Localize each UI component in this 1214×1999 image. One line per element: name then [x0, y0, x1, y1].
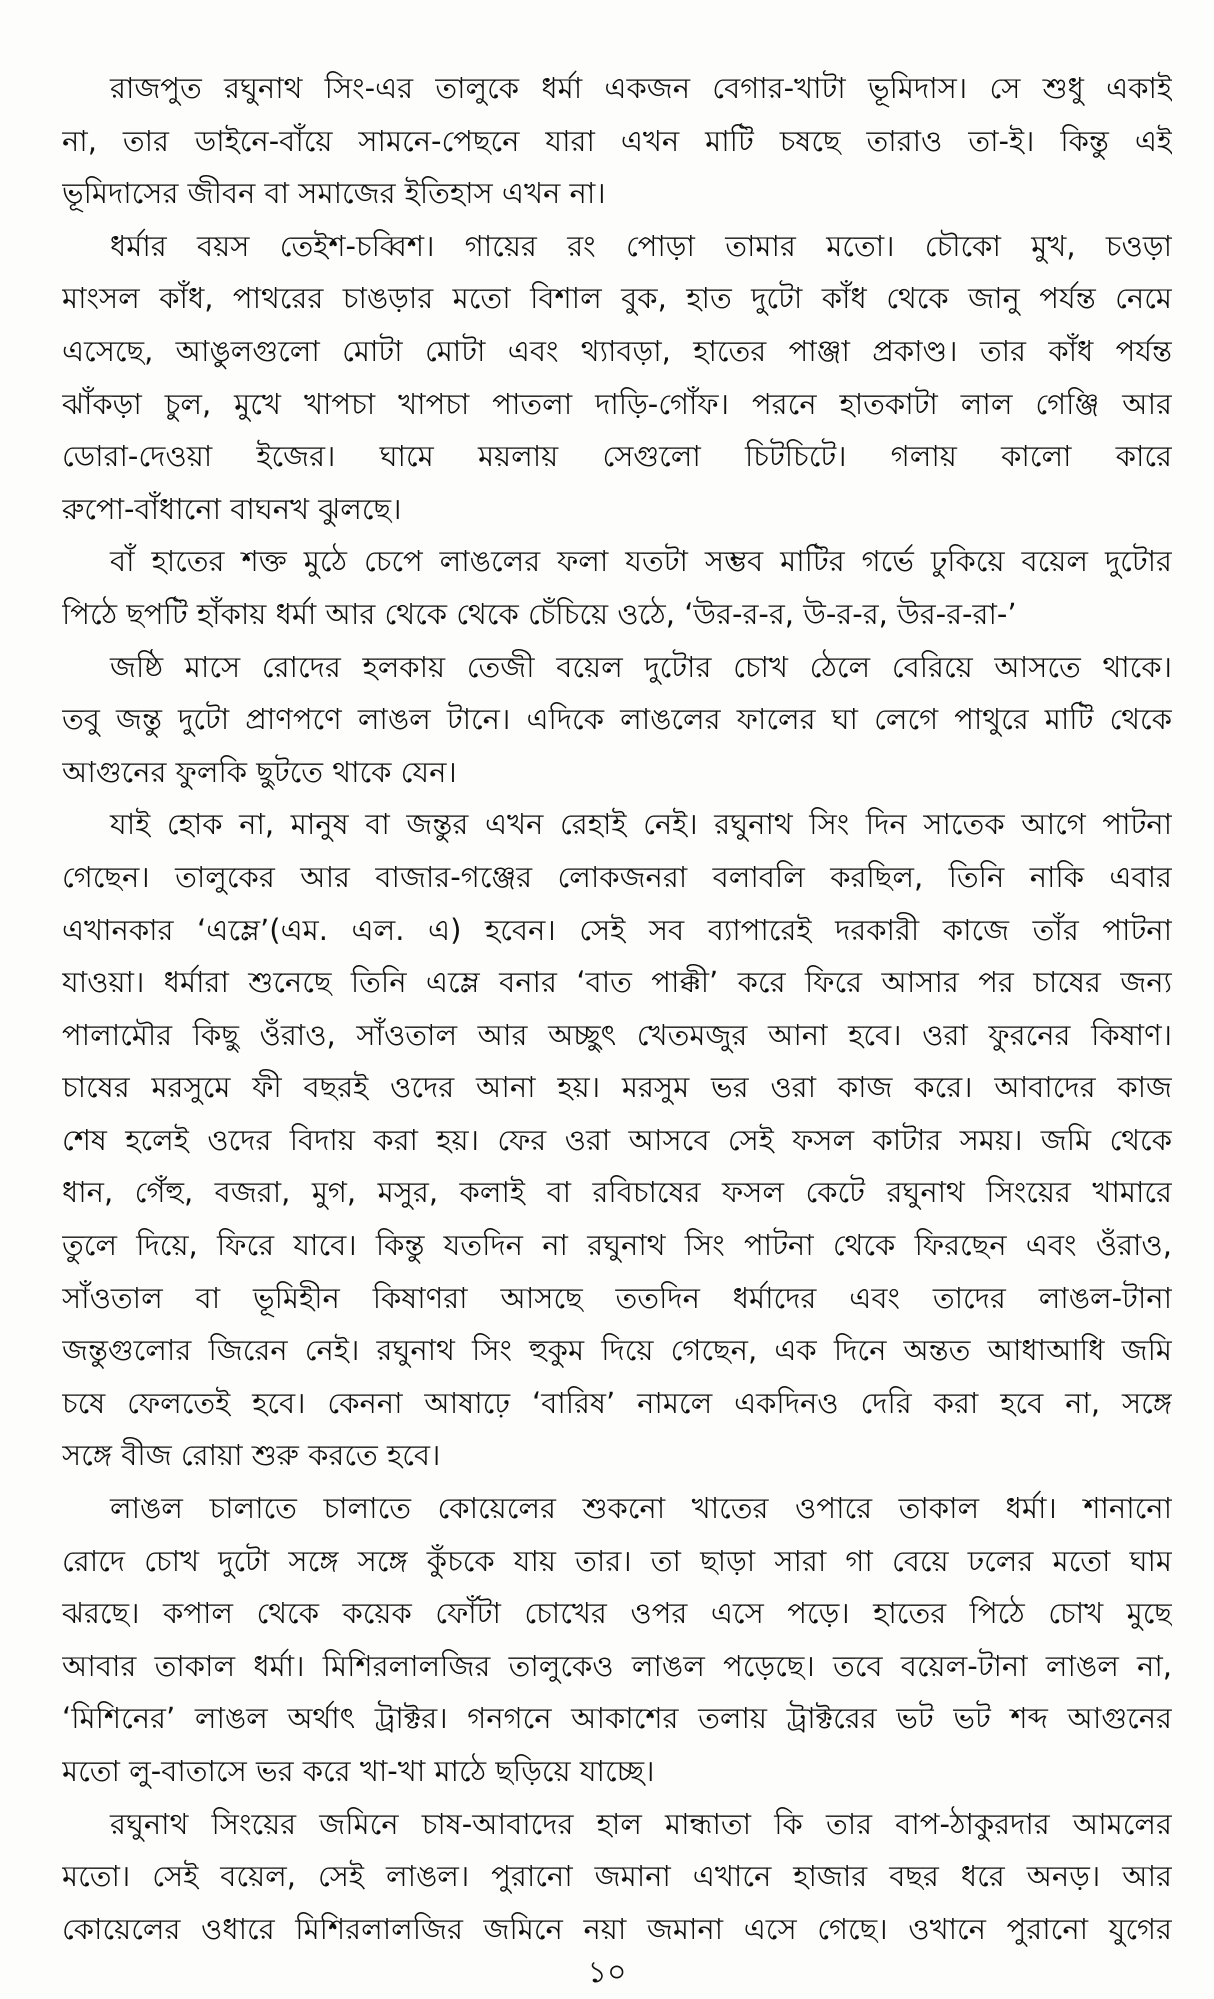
text-line: গেছেন। তালুকের আর বাজার-গঞ্জের লোকজনরা বলাবলি করছিল, তিনি নাকি এবার — [62, 859, 1172, 894]
paragraph — [62, 535, 1172, 640]
text-line: আবার তাকাল ধর্মা। মিশিরলালজির তালুকেও লাঙল পড়েছে। তবে বয়েল-টানা লাঙল না, — [62, 1648, 1172, 1683]
text-line: তুলে দিয়ে, ফিরে যাবে। কিন্তু যতদিন না রঘুনাথ সিং পাটনা থেকে ফিরছেন এবং ওঁরাও, — [62, 1228, 1172, 1263]
text-line: রাজপুত রঘুনাথ সিং-এর তালুকে ধর্মা একজন বেগার-খাটা ভূমিদাস। সে শুধু একাই — [110, 71, 1172, 105]
paragraph — [62, 1798, 1172, 1956]
text-line: যাই হোক না, মানুষ বা জন্তুর এখন রেহাই নেই। রঘুনাথ সিং দিন সাতেক আগে পাটনা — [110, 807, 1172, 842]
paragraph — [62, 220, 1172, 536]
text-line: চষে ফেলতেই হবে। কেননা আষাঢ়ে ‘বারিষ’ নামলে একদিনও দেরি করা হবে না, সঙ্গে — [62, 1385, 1172, 1420]
text-line: ঝরছে। কপাল থেকে কয়েক ফোঁটা চোখের ওপর এসে পড়ে। হাতের পিঠে চোখ মুছে — [62, 1596, 1172, 1631]
page-body — [62, 62, 1172, 1955]
text-line: ‘মিশিনের’ লাঙল অর্থাৎ ট্রাক্টর। গনগনে আকাশের তলায় ট্রাক্টরের ভট ভট শব্দ আগুনের — [62, 1701, 1172, 1736]
text-line: সাঁওতাল বা ভূমিহীন কিষাণরা আসছে ততদিন ধর্মাদের এবং তাদের লাঙল-টানা — [62, 1280, 1172, 1315]
text-line: কোয়েলের ওধারে মিশিরলালজির জমিনে নয়া জমানা এসে গেছে। ওখানে পুরানো যুগের — [62, 1911, 1172, 1946]
text-line: ডোরা-দেওয়া ইজের। ঘামে ময়লায় সেগুলো চিটচিটে। গলায় কালো কারে — [62, 439, 1172, 474]
text-line: পালামৌর কিছু ওঁরাও, সাঁওতাল আর অচ্ছুৎ খেতমজুর আনা হবে। ওরা ফুরনের কিষাণ। — [62, 1017, 1172, 1052]
text-line: না, তার ডাইনে-বাঁয়ে সামনে-পেছনে যারা এখন মাটি চষছে তারাও তা-ই। কিন্তু এই — [62, 123, 1172, 158]
text-line: এসেছে, আঙুলগুলো মোটা মোটা এবং থ্যাবড়া, হাতের পাঞ্জা প্রকাণ্ড। তার কাঁধ পর্যন্ত — [62, 333, 1172, 368]
text-line: আগুনের ফুলকি ছুটতে থাকে যেন। — [62, 754, 457, 789]
text-line: জষ্ঠি মাসে রোদের হলকায় তেজী বয়েল দুটোর চোখ ঠেলে বেরিয়ে আসতে থাকে। — [110, 649, 1172, 684]
paragraph — [62, 1482, 1172, 1798]
text-line: জন্তুগুলোর জিরেন নেই। রঘুনাথ সিং হুকুম দিয়ে গেছেন, এক দিনে অন্তত আধাআধি জমি — [62, 1333, 1172, 1368]
page-number: ১০ — [587, 1955, 627, 1990]
text-line: সঙ্গে বীজ রোয়া শুরু করতে হবে। — [62, 1438, 441, 1473]
text-line: ঝাঁকড়া চুল, মুখে খাপচা খাপচা পাতলা দাড়ি-গোঁফ। পরনে হাতকাটা লাল গেঞ্জি আর — [62, 386, 1172, 421]
text-line: চাষের মরসুমে ফী বছরই ওদের আনা হয়। মরসুম ভর ওরা কাজ করে। আবাদের কাজ — [62, 1070, 1172, 1105]
text-line: বাঁ হাতের শক্ত মুঠে চেপে লাঙলের ফলা যতটা সম্ভব মাটির গর্ভে ঢুকিয়ে বয়েল দুটোর — [110, 544, 1172, 579]
text-line: রঘুনাথ সিংয়ের জমিনে চাষ-আবাদের হাল মান্ধাতা কি তার বাপ-ঠাকুরদার আমলের — [110, 1806, 1172, 1841]
text-line: ভূমিদাসের জীবন বা সমাজের ইতিহাস এখন না। — [62, 176, 606, 211]
text-line: শেষ হলেই ওদের বিদায় করা হয়। ফের ওরা আসবে সেই ফসল কাটার সময়। জমি থেকে — [62, 1122, 1172, 1157]
text-line: রুপো-বাঁধানো বাঘনখ ঝুলছে। — [62, 491, 402, 526]
paragraph — [62, 798, 1172, 1482]
text-line: ধান, গেঁহু, বজরা, মুগ, মসুর, কলাই বা রবিচাষের ফসল কেটে রঘুনাথ সিংয়ের খামারে — [62, 1175, 1172, 1210]
text-line: এখানকার ‘এম্লে’(এম. এল. এ) হবেন। সেই সব ব্যাপারেই দরকারী কাজে তাঁর পাটনা — [62, 912, 1172, 947]
paragraph — [62, 641, 1172, 799]
text-line: মাংসল কাঁধ, পাথরের চাঙড়ার মতো বিশাল বুক, হাত দুটো কাঁধ থেকে জানু পর্যন্ত নেমে — [62, 281, 1172, 316]
text-line: রোদে চোখ দুটো সঙ্গে সঙ্গে কুঁচকে যায় তার। তা ছাড়া সারা গা বেয়ে ঢলের মতো ঘাম — [62, 1543, 1172, 1578]
text-line: মতো। সেই বয়েল, সেই লাঙল। পুরানো জমানা এখানে হাজার বছর ধরে অনড়। আর — [62, 1859, 1172, 1894]
text-line: তবু জন্তু দুটো প্রাণপণে লাঙল টানে। এদিকে লাঙলের ফালের ঘা লেগে পাথুরে মাটি থেকে — [62, 702, 1172, 737]
text-line: পিঠে ছপটি হাঁকায় ধর্মা আর থেকে থেকে চেঁচিয়ে ওঠে, ‘উর-র-র, উ-র-র, উর-র-রা-’ — [62, 596, 1017, 631]
text-line: মতো লু-বাতাসে ভর করে খা-খা মাঠে ছড়িয়ে যাচ্ছে। — [62, 1754, 655, 1788]
text-line: লাঙল চালাতে চালাতে কোয়েলের শুকনো খাতের ওপারে তাকাল ধর্মা। শানানো — [110, 1491, 1172, 1526]
text-line: ধর্মার বয়স তেইশ-চব্বিশ। গায়ের রং পোড়া তামার মতো। চৌকো মুখ, চওড়া — [110, 228, 1172, 263]
paragraph — [62, 62, 1172, 220]
text-line: যাওয়া। ধর্মারা শুনেছে তিনি এম্লে বনার ‘বাত পাক্কী’ করে ফিরে আসার পর চাষের জন্য — [62, 965, 1172, 1000]
